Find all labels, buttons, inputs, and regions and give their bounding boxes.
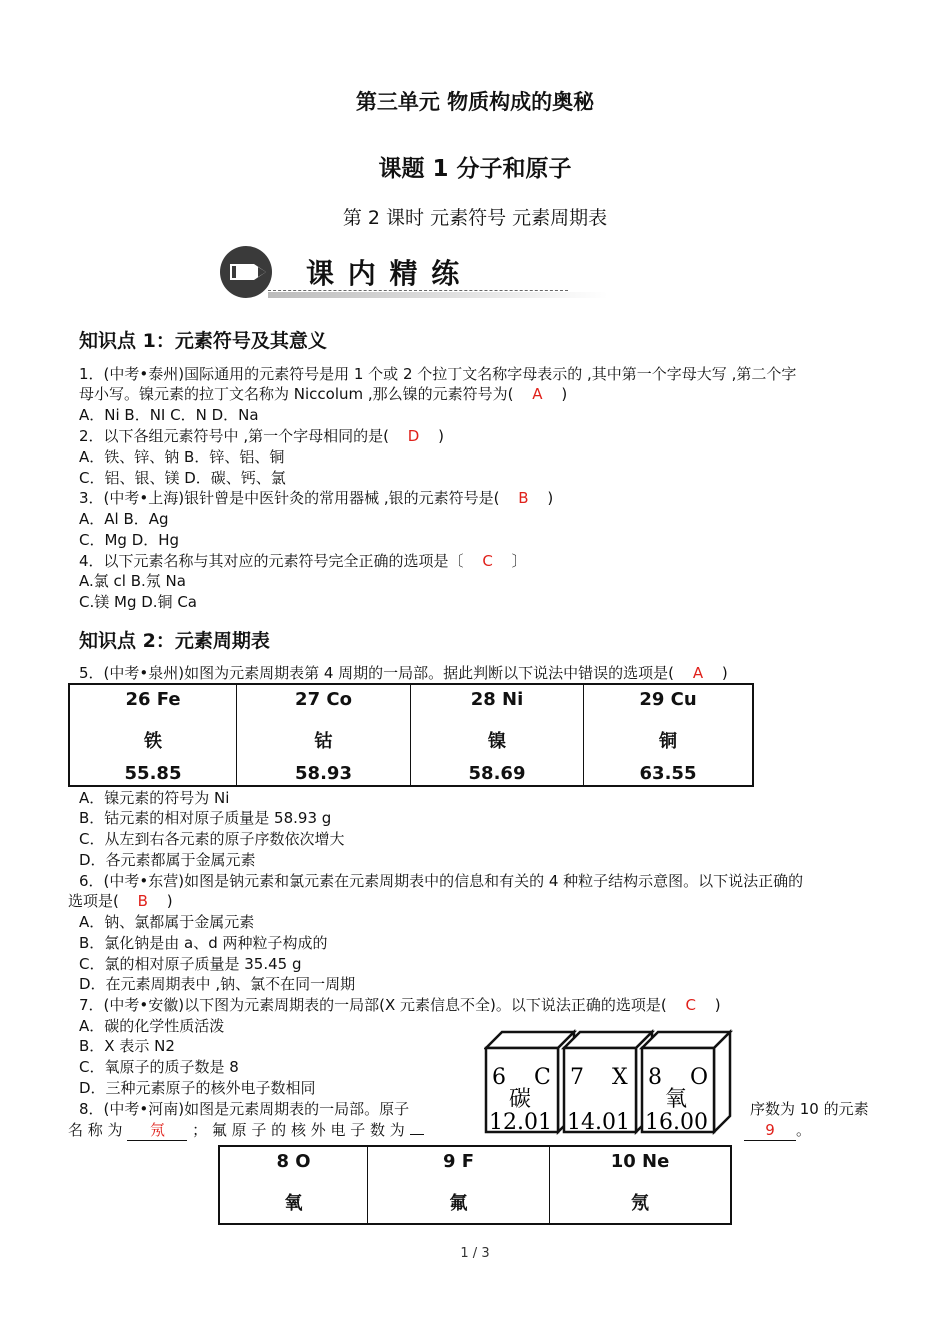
- q8-cell-head: 9 F: [442, 1151, 475, 1172]
- q6-stem: 选项是(: [68, 892, 119, 910]
- q8-blank-2b: [744, 1120, 796, 1141]
- q2-options-1: A．铁、锌、钠 B．锌、铝、铜: [79, 448, 285, 466]
- q5-cell-name: 镍: [488, 731, 506, 752]
- q5-cell-head: 29 Cu: [639, 689, 697, 710]
- q7-option-c: C．氧原子的质子数是 8: [79, 1058, 239, 1076]
- cube-number: 7: [570, 1065, 584, 1090]
- q8-line1-right: 序数为 10 的元素: [750, 1100, 869, 1118]
- element-cube: [642, 1032, 730, 1135]
- q5-element-table: [68, 683, 754, 787]
- q5-answer: A: [692, 664, 704, 682]
- q6-option-b: B．氯化钠是由 a、d 两种粒子构成的: [79, 934, 328, 952]
- q4-options-1: A.氯 cl B.氖 Na: [79, 572, 186, 590]
- banner-fade: [268, 292, 608, 298]
- q5-cell: [411, 684, 584, 786]
- q5-cell-mass: 55.85: [124, 763, 182, 784]
- section-1-title: 知识点 1：元素符号及其意义: [79, 330, 327, 352]
- q6-option-a: A．钠、氯都属于金属元素: [79, 913, 255, 931]
- q5-option-b: B．钴元素的相对原子质量是 58.93 g: [79, 809, 332, 827]
- banner-title: 课 内 精 练: [306, 257, 462, 290]
- cube-name: 碳: [509, 1087, 532, 1112]
- q5-option-d: D．各元素都属于金属元素: [79, 851, 256, 869]
- q5-cell-name: 铁: [144, 731, 162, 752]
- q6-option-d: D．在元素周期表中 ,钠、氯不在同一周期: [79, 975, 356, 993]
- q6-line2: [68, 891, 173, 911]
- cube-number: 8: [648, 1065, 662, 1090]
- cube-mass: 12.01: [489, 1110, 552, 1135]
- q1-stem: 母小写。镍元素的拉丁文名称为 Niccolum ,那么镍的元素符号为(: [79, 385, 514, 403]
- q3-stem-end: ): [547, 489, 554, 507]
- q8-blank-1: [127, 1120, 187, 1141]
- q1-answer: A: [532, 385, 543, 403]
- q8-answer-2: 9: [765, 1121, 775, 1139]
- q5-cell: [584, 684, 754, 786]
- q8-stem-a: 名 称 为: [68, 1121, 123, 1139]
- q4-options-2: C.镁 Mg D.铜 Ca: [79, 593, 197, 611]
- practice-banner: [218, 244, 618, 300]
- q5-option-a: A．镍元素的符号为 Ni: [79, 789, 230, 807]
- q8-stem-b: ； 氟 原 子 的 核 外 电 子 数 为: [192, 1121, 405, 1139]
- q2-stem-text: 2．以下各组元素符号中 ,第一个字母相同的是(: [79, 427, 389, 445]
- q5-cell: [69, 684, 237, 786]
- q8-line2-right: [744, 1120, 811, 1141]
- q8-cell-name: 氟: [449, 1193, 468, 1214]
- q3-options-1: A．Al B．Ag: [79, 510, 169, 528]
- q6-option-c: C．氯的相对原子质量是 35.45 g: [79, 955, 302, 973]
- q7-option-d: D．三种元素原子的核外电子数相同: [79, 1079, 316, 1097]
- q1-line2: [79, 384, 567, 404]
- q3-options-2: C．Mg D．Hg: [79, 531, 180, 549]
- q4-stem-text: 4．以下元素名称与其对应的元素符号完全正确的选项是〔: [79, 552, 464, 570]
- q7-option-a: A．碳的化学性质活泼: [79, 1017, 225, 1035]
- q5-stem: [79, 663, 728, 683]
- cube-number: 6: [492, 1065, 506, 1090]
- q4-answer: C: [482, 552, 493, 570]
- q8-cell: [368, 1146, 550, 1224]
- q8-element-table: [218, 1145, 732, 1225]
- q5-cell: [237, 684, 411, 786]
- page-number: 1 / 3: [460, 1246, 490, 1261]
- q8-line2-left: [68, 1120, 424, 1141]
- q6-line1: 6．(中考•东营)如图是钠元素和氯元素在元素周期表中的信息和有关的 4 种粒子结构示意图。以下说法正确的: [79, 872, 804, 890]
- period-title: 第 2 课时 元素符号 元素周期表: [342, 207, 608, 229]
- q7-element-cubes: [484, 1028, 746, 1136]
- q3-stem: [79, 488, 553, 508]
- q2-stem: [79, 426, 444, 446]
- q5-cell-head: 28 Ni: [470, 689, 524, 710]
- q8-line1-left: 8．(中考•河南)如图是元素周期表的一局部。原子: [79, 1100, 410, 1118]
- q1-line1: 1．(中考•泰州)国际通用的元素符号是用 1 个或 2 个拉丁文名称字母表示的 ,其中第一个字母大写 ,第二个字: [79, 365, 797, 383]
- q5-cell-head: 26 Fe: [125, 689, 181, 710]
- q5-option-c: C．从左到右各元素的原子序数依次增大: [79, 830, 345, 848]
- q8-answer-1: 氖: [149, 1121, 165, 1139]
- lesson-title: 课题 1 分子和原子: [378, 156, 572, 182]
- q5-cell-head: 27 Co: [295, 689, 352, 710]
- q4-stem-end: 〕: [511, 552, 527, 570]
- q5-cell-mass: 58.69: [468, 763, 526, 784]
- q2-options-2: C．铝、银、镁 D．碳、钙、氯: [79, 469, 286, 487]
- q7-stem-end: ): [714, 996, 721, 1014]
- q8-cell-name: 氖: [631, 1193, 649, 1214]
- cube-mass: 16.00: [645, 1110, 708, 1135]
- q8-cell-head: 10 Ne: [610, 1151, 670, 1172]
- element-cube: [564, 1032, 652, 1135]
- q1-stem-end: ): [561, 385, 568, 403]
- q5-cell-mass: 63.55: [639, 763, 697, 784]
- q7-stem-text: 7．(中考•安徽)以下图为元素周期表的一局部(X 元素信息不全)。以下说法正确的选项是(: [79, 996, 667, 1014]
- cube-symbol: O: [690, 1065, 709, 1090]
- q6-stem-end: ): [166, 892, 173, 910]
- q5-cell-name: 钴: [314, 731, 333, 752]
- q5-stem-end: ): [721, 664, 728, 682]
- q4-stem: [79, 551, 527, 571]
- q3-stem-text: 3．(中考•上海)银针曾是中医针灸的常用器械 ,银的元素符号是(: [79, 489, 500, 507]
- q6-answer: B: [137, 892, 148, 910]
- cube-mass: 14.01: [567, 1110, 630, 1135]
- q8-cell-name: 氧: [284, 1193, 303, 1214]
- cube-symbol: C: [534, 1065, 551, 1090]
- q1-options: A．Ni B．NI C．N D．Na: [79, 406, 259, 424]
- section-2-title: 知识点 2：元素周期表: [79, 630, 270, 652]
- q5-cell-name: 铜: [659, 731, 677, 752]
- unit-title: 第三单元 物质构成的奥秘: [355, 90, 595, 114]
- q5-cell-mass: 58.93: [295, 763, 352, 784]
- q7-option-b: B．X 表示 N2: [79, 1037, 175, 1055]
- q2-answer: D: [407, 427, 420, 445]
- q7-answer: C: [685, 996, 696, 1014]
- q8-stem-c: 。: [796, 1121, 812, 1139]
- q2-stem-end: ): [438, 427, 444, 445]
- q8-blank-2a: [410, 1134, 424, 1135]
- element-cube: [486, 1032, 574, 1135]
- cube-name: 氧: [665, 1087, 688, 1112]
- q8-cell-head: 8 O: [276, 1151, 311, 1172]
- q7-stem: [79, 995, 721, 1015]
- q3-answer: B: [518, 489, 529, 507]
- q8-cell: [219, 1146, 368, 1224]
- cube-symbol: X: [612, 1065, 628, 1090]
- banner-divider: [268, 290, 568, 291]
- q5-stem-text: 5．(中考•泉州)如图为元素周期表第 4 周期的一局部。据此判断以下说法中错误的选项是(: [79, 664, 675, 682]
- q8-cell: [550, 1146, 732, 1224]
